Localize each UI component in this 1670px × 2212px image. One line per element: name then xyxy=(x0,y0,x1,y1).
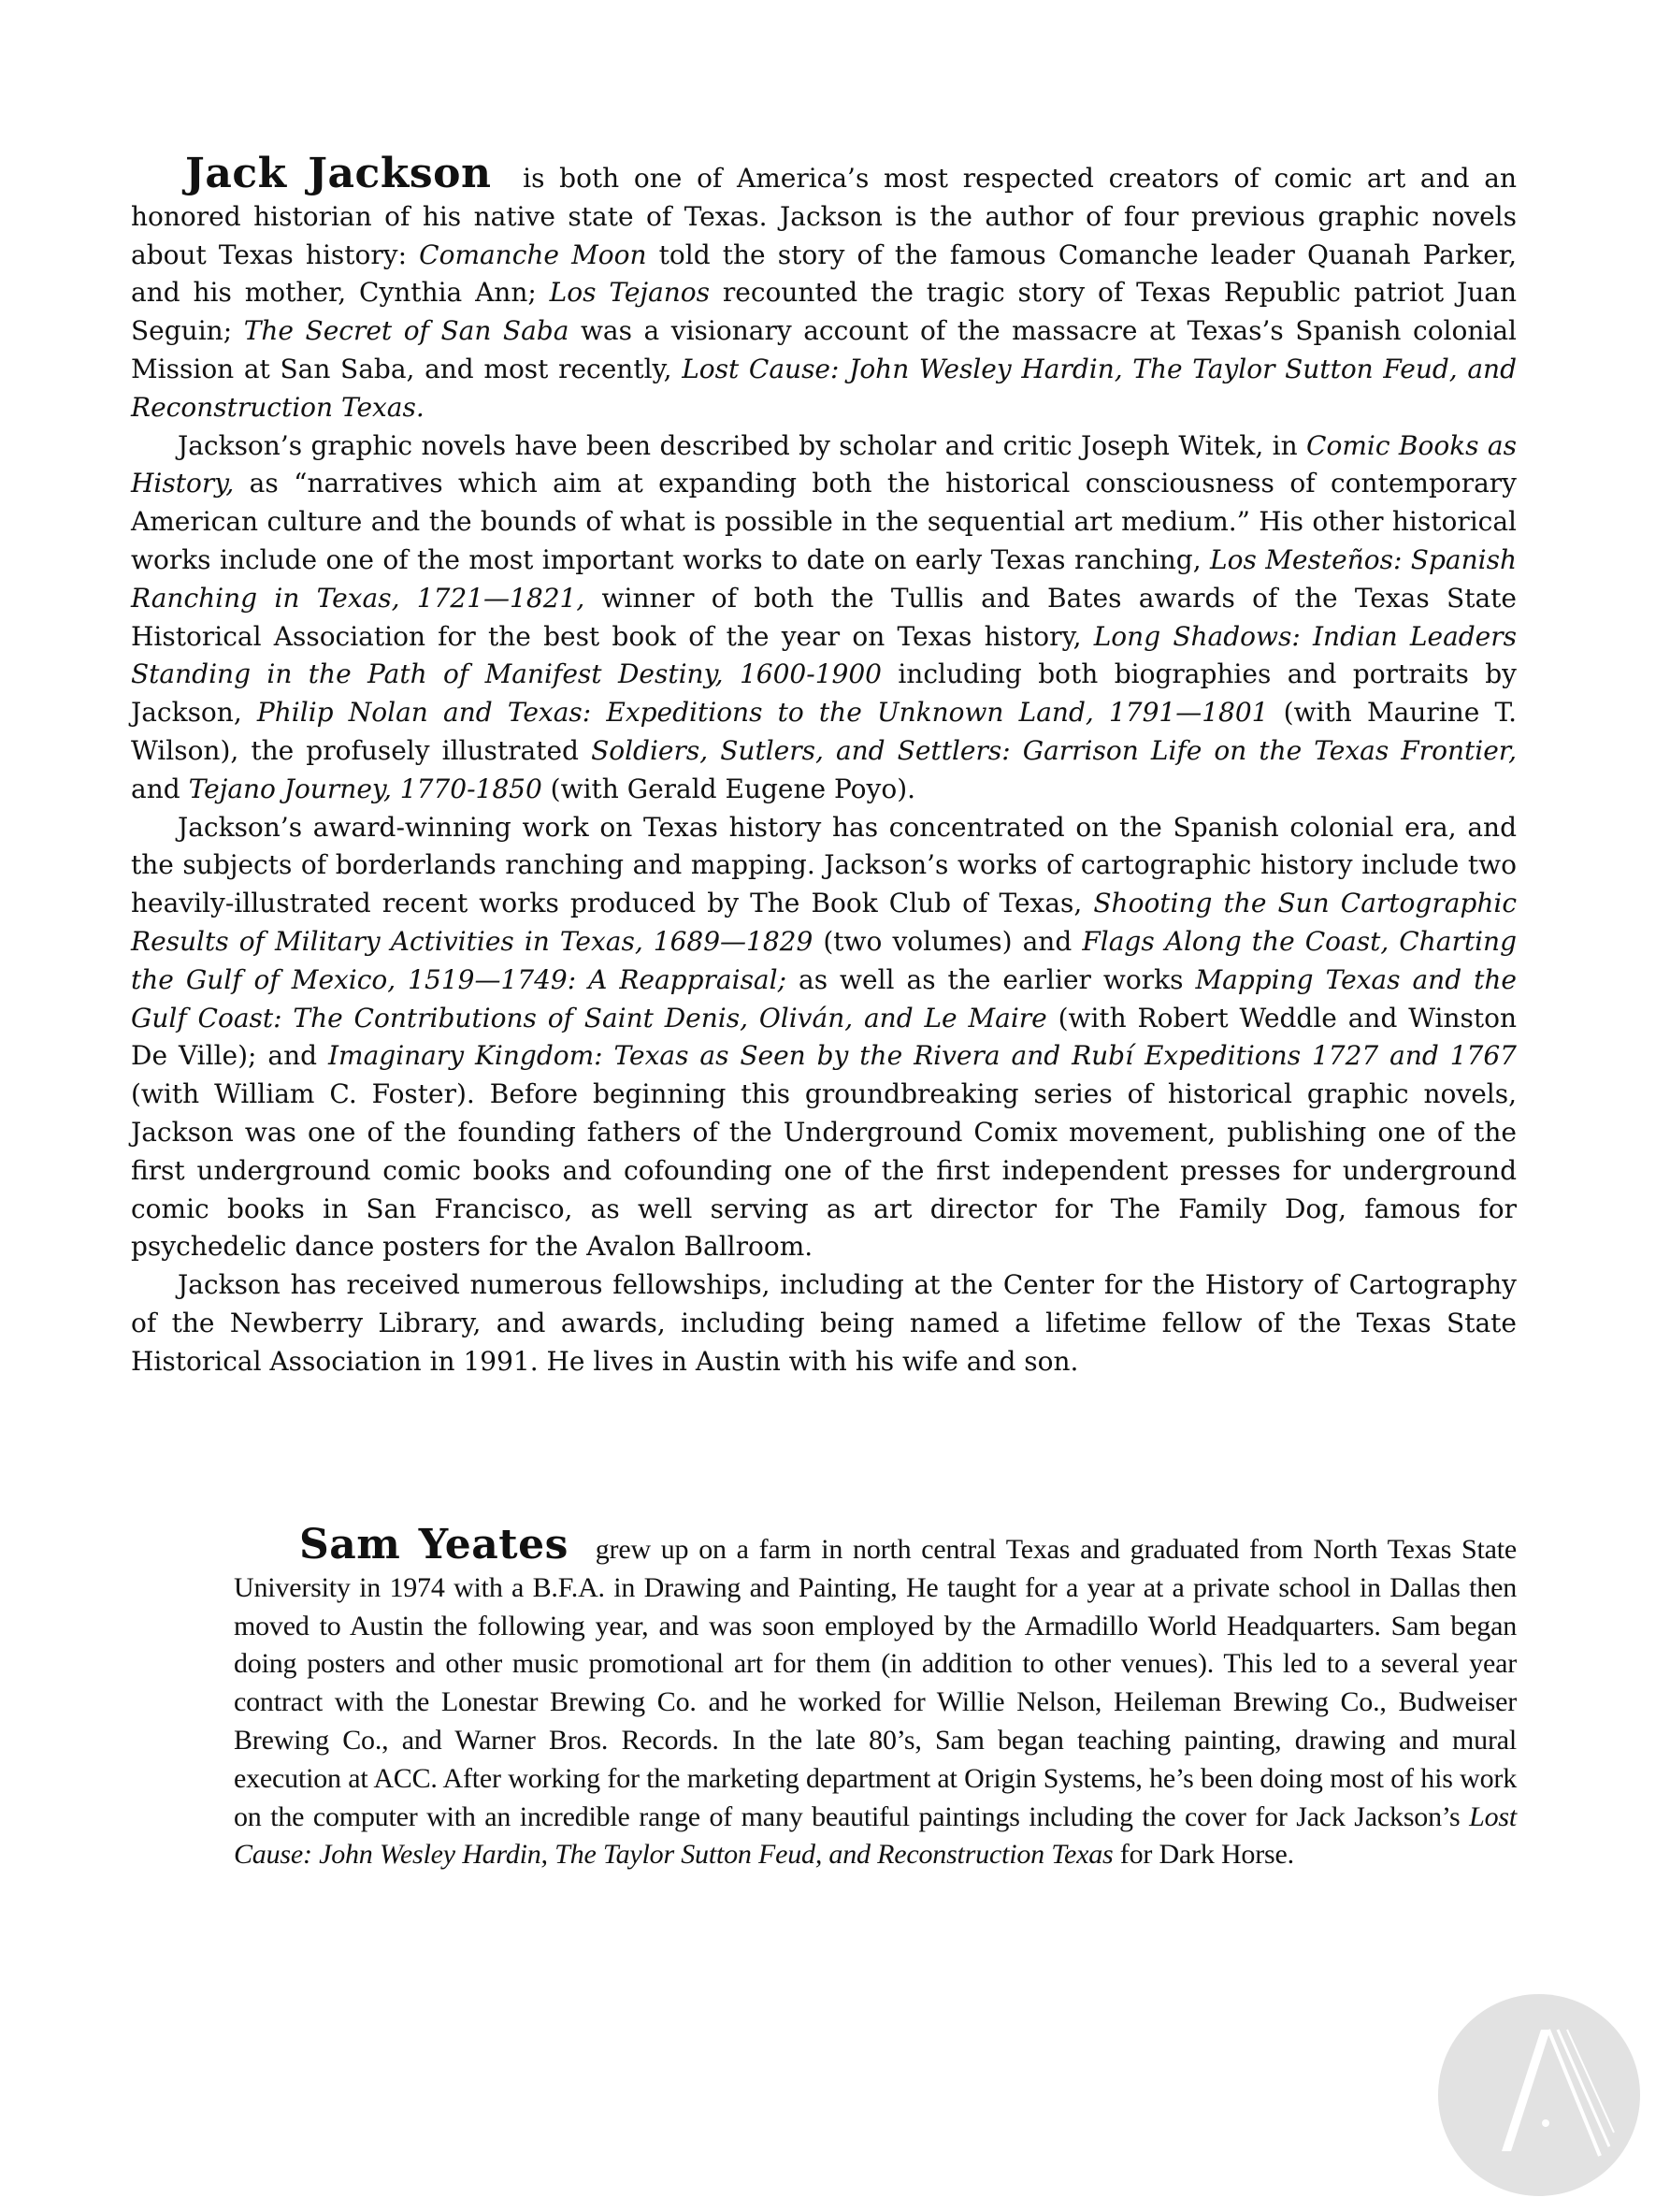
jackson-paragraph-1 xyxy=(131,150,1517,427)
publisher-logo-watermark-icon xyxy=(1436,1992,1642,2198)
italic-title: Los Tejanos xyxy=(549,277,711,309)
sam-yeates-name: Sam Yeates xyxy=(299,1521,569,1569)
sam-yeates-bio xyxy=(234,1521,1517,1874)
italic-title: The Secret of San Saba xyxy=(243,315,569,347)
jackson-paragraph-4: Jackson has received numerous fellowships, including at the Center for the History of Cartography of the Newberry Library, and awards, including being named a lifetime fellow of the Texas State Historical Association in 1991. He lives in Austin with his wife and son. xyxy=(131,1269,1517,1377)
yeates-p1-text: grew up on a farm in north central Texas and graduated from North Texas State University in 1974 with a B.F.A. in Drawing and Painting, He taught for a year at a private school in Dallas then moved to Austin the following year, and was soon employed by the Armadillo World Headquarters. Sam began doing posters and other music promotional art for them (in addition to other venues). This led to a several year contract with the Lonestar Brewing Co. and he worked for Willie Nelson, Heileman Brewing Co., Budweiser Brewing Co., and Warner Bros. Records. In the late 80’s, Sam began teaching painting, drawing and mural execution at ACC. After working for the marketing department at Origin Systems, he’s been doing most of his work on the computer with an incredible range of many beautiful paintings including the cover for Jack Jackson’s Lost Cause: John Wesley Hardin, The Taylor Sutton Feud, and Reconstruction Texas for Dark Horse. xyxy=(234,1534,1517,1871)
jackson-p1-text: is both one of America’s most respected creators of comic art and an honored historian of his native state of Texas. Jackson is the author of four previous graphic novels about Texas history: Comanche Moon told the story of the famous Comanche leader Quanah Parker, and his mother, Cynthia Ann; Los Tejanos recounted the tragic story of Texas Republic patriot Juan Seguin; The Secret of San Saba was a visionary account of the massacre at Texas’s Spanish colonial Mission at San Saba, and most recently, Lost Cause: John Wesley Hardin, The Taylor Sutton Feud, and Reconstruction Texas. xyxy=(131,163,1517,423)
jack-jackson-name: Jack Jackson xyxy=(185,150,492,197)
jackson-paragraph-3: Jackson’s award-winning work on Texas history has concentrated on the Spanish colonial era, and the subjects of borderlands ranching and mapping. Jackson’s works of cartographic history include two heavily-illustrated recent works produced by The Book Club of Texas, Shooting the Sun Cartographic Results of Military Activities in Texas, 1689—1829 (two volumes) and Flags Along the Coast, Charting the Gulf of Mexico, 1519—1749: A Reappraisal; as well as the earlier works Mapping Texas and the Gulf Coast: The Contributions of Saint Denis, Oliván, and Le Maire (with Robert Weddle and Winston De Ville); and Imaginary Kingdom: Texas as Seen by the Rivera and Rubí Expeditions 1727 and 1767 (with William C. Foster). Before beginning this groundbreaking series of historical graphic novels, Jackson was one of the founding fathers of the Underground Comix movement, publishing one of the first underground comic books and cofounding one of the first independent presses for underground comic books in San Francisco, as well serving as art director for The Family Dog, famous for psychedelic dance posters for the Avalon Ballroom. xyxy=(131,811,1517,1263)
italic-title: Imaginary Kingdom: Texas as Seen by the Rivera and Rubí Expeditions 1727 and 1767 xyxy=(327,1040,1517,1072)
italic-title: Shooting the Sun Cartographic Results of Military Activities in Texas, 1689—1829 xyxy=(131,888,1517,957)
italic-title: Philip Nolan and Texas: Expeditions to the Unknown Land, 1791—1801 xyxy=(256,697,1269,729)
italic-title: Los Mesteños: Spanish Ranching in Texas, 1721—1821, xyxy=(131,543,1517,614)
italic-title: Long Shadows: Indian Leaders Standing in the Path of Manifest Destiny, 1600-1900 xyxy=(131,620,1518,690)
yeates-paragraph-1 xyxy=(234,1521,1517,1874)
jack-jackson-bio xyxy=(131,150,1518,1381)
italic-title: Tejano Journey, 1770-1850 xyxy=(188,773,542,804)
italic-title: Mapping Texas and the Gulf Coast: The Contributions of Saint Denis, Oliván, and Le Maire xyxy=(131,963,1517,1034)
italic-title: Lost Cause: John Wesley Hardin, The Taylor Sutton Feud, and Reconstruction Texas. xyxy=(131,353,1517,423)
jackson-paragraph-2: Jackson’s graphic novels have been described by scholar and critic Joseph Witek, in Comic Books as History, as “narratives which aim at expanding both the historical consciousness of contemporary American culture and the bounds of what is possible in the sequential art medium.” His other historical works include one of the most important works to date on early Texas ranching, Los Mesteños: Spanish Ranching in Texas, 1721—1821, winner of both the Tullis and Bates awards of the Texas State Historical Association for the best book of the year on Texas history, Long Shadows: Indian Leaders Standing in the Path of Manifest Destiny, 1600-1900 including both biographies and portraits by Jackson, Philip Nolan and Texas: Expeditions to the Unknown Land, 1791—1801 (with Maurine T. Wilson), the profusely illustrated Soldiers, Sutlers, and Settlers: Garrison Life on the Texas Frontier, and Tejano Journey, 1770-1850 (with Gerald Eugene Poyo). xyxy=(131,429,1518,804)
italic-title: Comanche Moon xyxy=(419,239,647,270)
italic-title: Soldiers, Sutlers, and Settlers: Garrison Life on the Texas Frontier, xyxy=(591,734,1517,766)
italic-title: Comic Books as History, xyxy=(131,429,1517,499)
italic-title: Lost Cause: John Wesley Hardin, The Taylor Sutton Feud, and Reconstruction Texas xyxy=(234,1800,1517,1871)
italic-title: Flags Along the Coast, Charting the Gulf of Mexico, 1519—1749: A Reappraisal; xyxy=(131,925,1517,995)
